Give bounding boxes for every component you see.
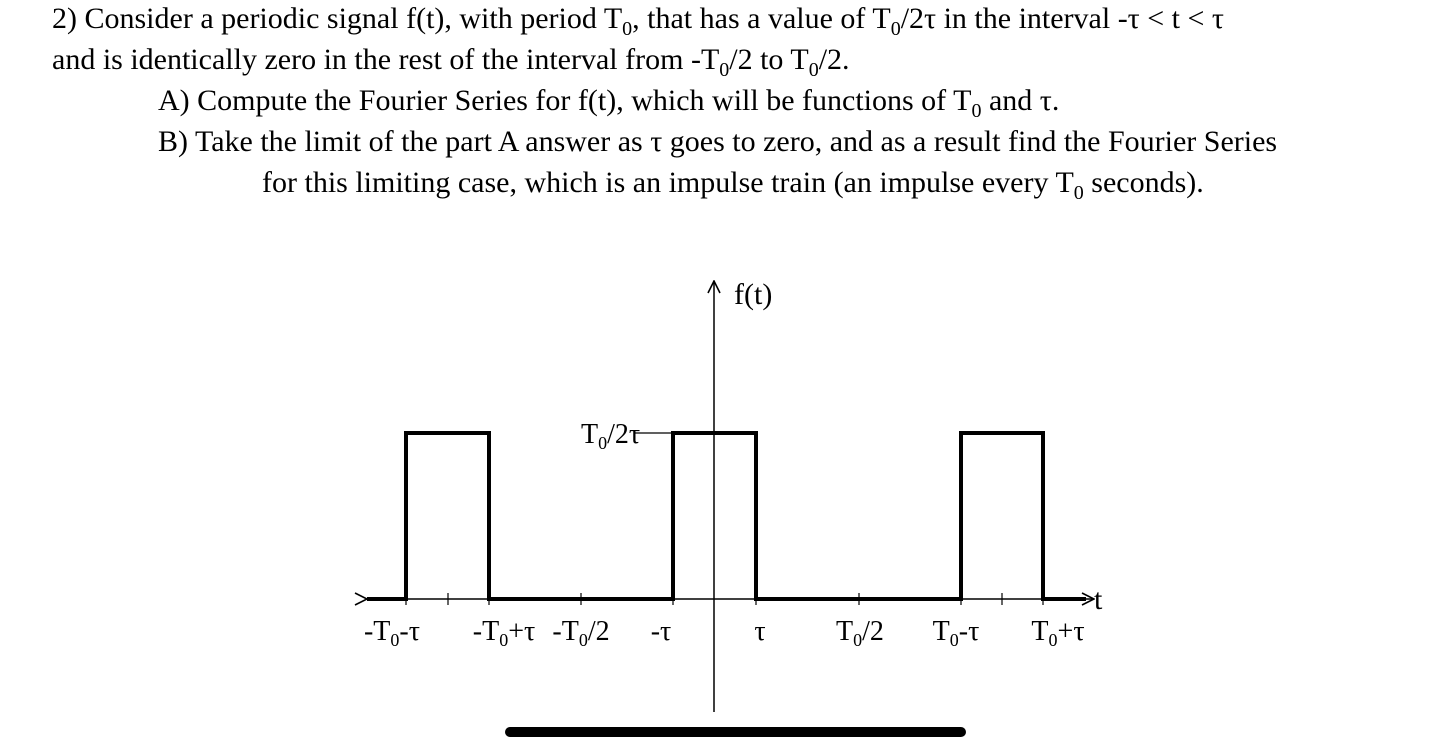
y-axis-label: f(t) <box>734 278 773 311</box>
line1-part-a: 2) Consider a periodic signal f(t), with period T <box>52 2 623 35</box>
part-b2-sub: 0 <box>1073 182 1084 204</box>
pulse-train <box>367 433 1086 599</box>
part-a-b: and τ. <box>981 84 1060 117</box>
line2-sub-b: 0 <box>808 59 819 81</box>
line2-part-c: /2. <box>818 43 850 76</box>
tick-label: $-T_0-\tau$ <box>363 616 421 650</box>
tick-labels <box>364 616 1085 650</box>
line1-sub-b: 0 <box>890 18 901 40</box>
x-axis-label: t <box>1094 583 1103 616</box>
line1-part-b: , that has a value of T <box>632 2 891 35</box>
line2-part-a: and is identically zero in the rest of the interval from -T <box>52 43 720 76</box>
home-indicator[interactable] <box>505 727 966 737</box>
tick-label: $T_0/2$ <box>836 616 884 650</box>
amplitude-label-main: T <box>581 419 599 450</box>
tick-label: $-T_0+\tau$ <box>472 616 536 650</box>
tick-label: τ <box>754 616 766 647</box>
part-b2-a: for this limiting case, which is an impulse train (an impulse every T <box>262 166 1074 199</box>
tick-label: $T_0-\tau$ <box>932 616 980 650</box>
amplitude-label <box>581 419 640 453</box>
part-a-sub: 0 <box>971 100 982 122</box>
line1-sub-a: 0 <box>622 18 633 40</box>
tick-label: $-T_0/2$ <box>552 616 610 650</box>
line1-part-c: /2τ in the interval -τ < t < τ <box>900 2 1224 35</box>
part-a-a: A) Compute the Fourier Series for f(t), which will be functions of T <box>158 84 972 117</box>
tick-label: $T_0+\tau$ <box>1031 616 1085 650</box>
part-b2-b: seconds). <box>1083 166 1204 199</box>
part-b1-a: B) Take the limit of the part A answer as τ goes to zero, and as a result find the Fourier Series <box>158 125 1278 158</box>
line2-sub-a: 0 <box>719 59 730 81</box>
line2-part-b: /2 to T <box>729 43 809 76</box>
amplitude-label-sub: 0 <box>598 433 608 453</box>
amplitude-label-rest: /2τ <box>607 419 641 450</box>
tick-label: -τ <box>650 616 672 647</box>
